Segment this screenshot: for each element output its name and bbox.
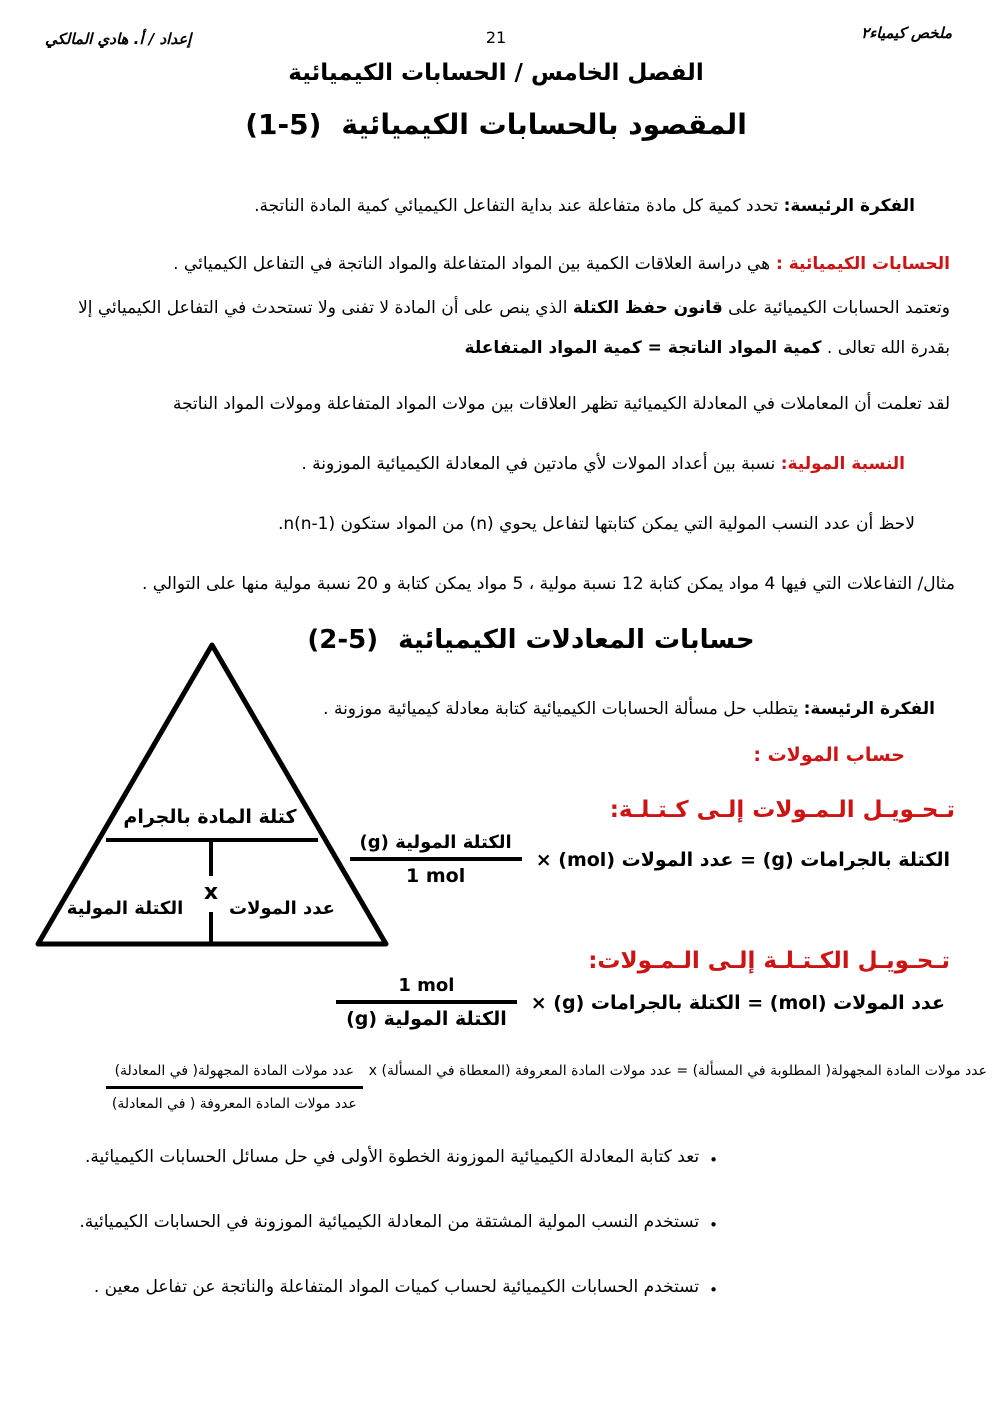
chem-calc-label: الحسابات الكيميائية : [770,254,950,274]
moles-to-mass-heading: تـحـويـل الـمـولات إلـى كـتـلـة: [609,797,955,823]
bullet-item-2 [79,1212,718,1238]
fraction-denominator: الكتلة المولية (g) [336,1000,517,1030]
section1-number: (1-5) [245,108,322,141]
bullet-dot: • [709,1216,718,1234]
mass-to-moles-equation [336,975,945,1030]
section1-title: المقصود بالحسابات الكيميائية [341,108,747,141]
moles-to-mass-equation [350,832,950,887]
paragraph-mass-law [38,288,950,368]
mass-law-part1: وتعتمد الحسابات الكيميائية على [722,298,950,318]
unknown-moles-main: عدد مولات المادة المجهولة( المطلوبة في المسألة) = عدد مولات المادة المعروفة (المعطاة في المسألة) x [368,1063,987,1079]
paragraph-main-idea-1 [254,192,915,220]
fraction-denominator: عدد مولات المادة المعروفة ( في المعادلة) [106,1086,363,1116]
fraction-denominator: 1 mol [350,857,522,887]
paragraph-coefficients: لقد تعلمت أن المعاملات في المعادلة الكيميائية تظهر العلاقات بين مولات المواد المتفاعلة ومولات المواد الناتجة [172,394,950,414]
triangle-times-sign: x [203,880,219,905]
paragraph-note: لاحظ أن عدد النسب المولية التي يمكن كتابتها لتفاعل يحوي (n) من المواد ستكون n(n-1). [277,514,915,534]
chapter-title: الفصل الخامس / الحسابات الكيميائية [288,60,704,86]
bullet-dot: • [709,1281,718,1299]
paragraph-example: مثال/ التفاعلات التي فيها 4 مواد يمكن كتابة 12 نسبة مولية ، 5 مواد يمكن كتابة و 20 نسبة مولية منها على التوالي . [141,574,955,594]
section1-heading [0,108,992,141]
mole-ratio-label: النسبة المولية: [780,454,905,474]
moles-to-mass-lhs: الكتلة بالجرامات (g) = عدد المولات (mol) × [535,848,950,871]
main-idea-2-text: يتطلب حل مسألة الحسابات الكيميائية كتابة معادلة كيميائية موزونة . [323,699,804,719]
mass-to-moles-lhs: عدد المولات (mol) = الكتلة بالجرامات (g) × [530,991,945,1014]
moles-calc-subheading: حساب المولات : [753,744,905,766]
bullet-dot: • [709,1151,718,1169]
header-right-note: ملخص كيمياء٢ [861,24,952,42]
triangle-bottom-left-label: الكتلة المولية [66,898,184,919]
unknown-moles-formula [106,1058,987,1116]
page-number: 21 [485,28,507,47]
bullet-item-3 [94,1277,718,1303]
paragraph-main-idea-2 [323,695,935,723]
bullet-text: تستخدم الحسابات الكيميائية لحساب كميات المواد المتفاعلة والناتجة عن تفاعل معين . [93,1277,700,1297]
section2-number: (2-5) [307,625,379,655]
main-idea-label: الفكرة الرئيسة: [783,196,915,216]
fraction-numerator: 1 mol [398,975,455,996]
main-idea-2-label: الفكرة الرئيسة: [803,699,935,719]
header-left-note: إعداد / أ. هادي المالكي [45,30,192,48]
mass-to-moles-heading: تـحـويـل الكـتـلـة إلـى الـمـولات: [588,948,950,974]
bullet-item-1 [85,1147,718,1173]
mass-law-equation: كمية المواد الناتجة = كمية المواد المتفاعلة [464,338,822,358]
section2-title: حسابات المعادلات الكيميائية [398,625,755,655]
triangle-top-label: كتلة المادة بالجرام [123,806,297,828]
mass-law-part2: الذي ينص على أن المادة لا تفنى ولا تستحدث في التفاعل الكيميائي إلا بقدرة الله تعالى . [78,298,950,358]
moles-to-mass-fraction [350,832,522,887]
fraction-numerator: عدد مولات المادة المجهولة( في المعادلة) [114,1063,355,1079]
bullet-text: تستخدم النسب المولية المشتقة من المعادلة الكيميائية الموزونة في الحسابات الكيميائية. [79,1212,700,1232]
main-idea-text: تحدد كمية كل مادة متفاعلة عند بداية التفاعل الكيميائي كمية المادة الناتجة. [254,196,784,216]
fraction-numerator: الكتلة المولية (g) [359,832,512,853]
paragraph-chem-calc-def [173,250,950,278]
mass-to-moles-fraction [336,975,517,1030]
chem-calc-text: هي دراسة العلاقات الكمية بين المواد المتفاعلة والمواد الناتجة في التفاعل الكيميائي . [173,254,771,274]
mass-law-bold1: قانون حفظ الكتلة [572,298,723,318]
unknown-moles-fraction [106,1058,363,1116]
mole-ratio-text: نسبة بين أعداد المولات لأي مادتين في المعادلة الكيميائية الموزونة . [301,454,781,474]
paragraph-mole-ratio-def [301,450,905,478]
triangle-bottom-right-label: عدد المولات [229,898,335,919]
bullet-text: تعد كتابة المعادلة الكيميائية الموزونة الخطوة الأولى في حل مسائل الحسابات الكيميائية. [85,1147,700,1167]
mole-mass-triangle [20,630,400,960]
